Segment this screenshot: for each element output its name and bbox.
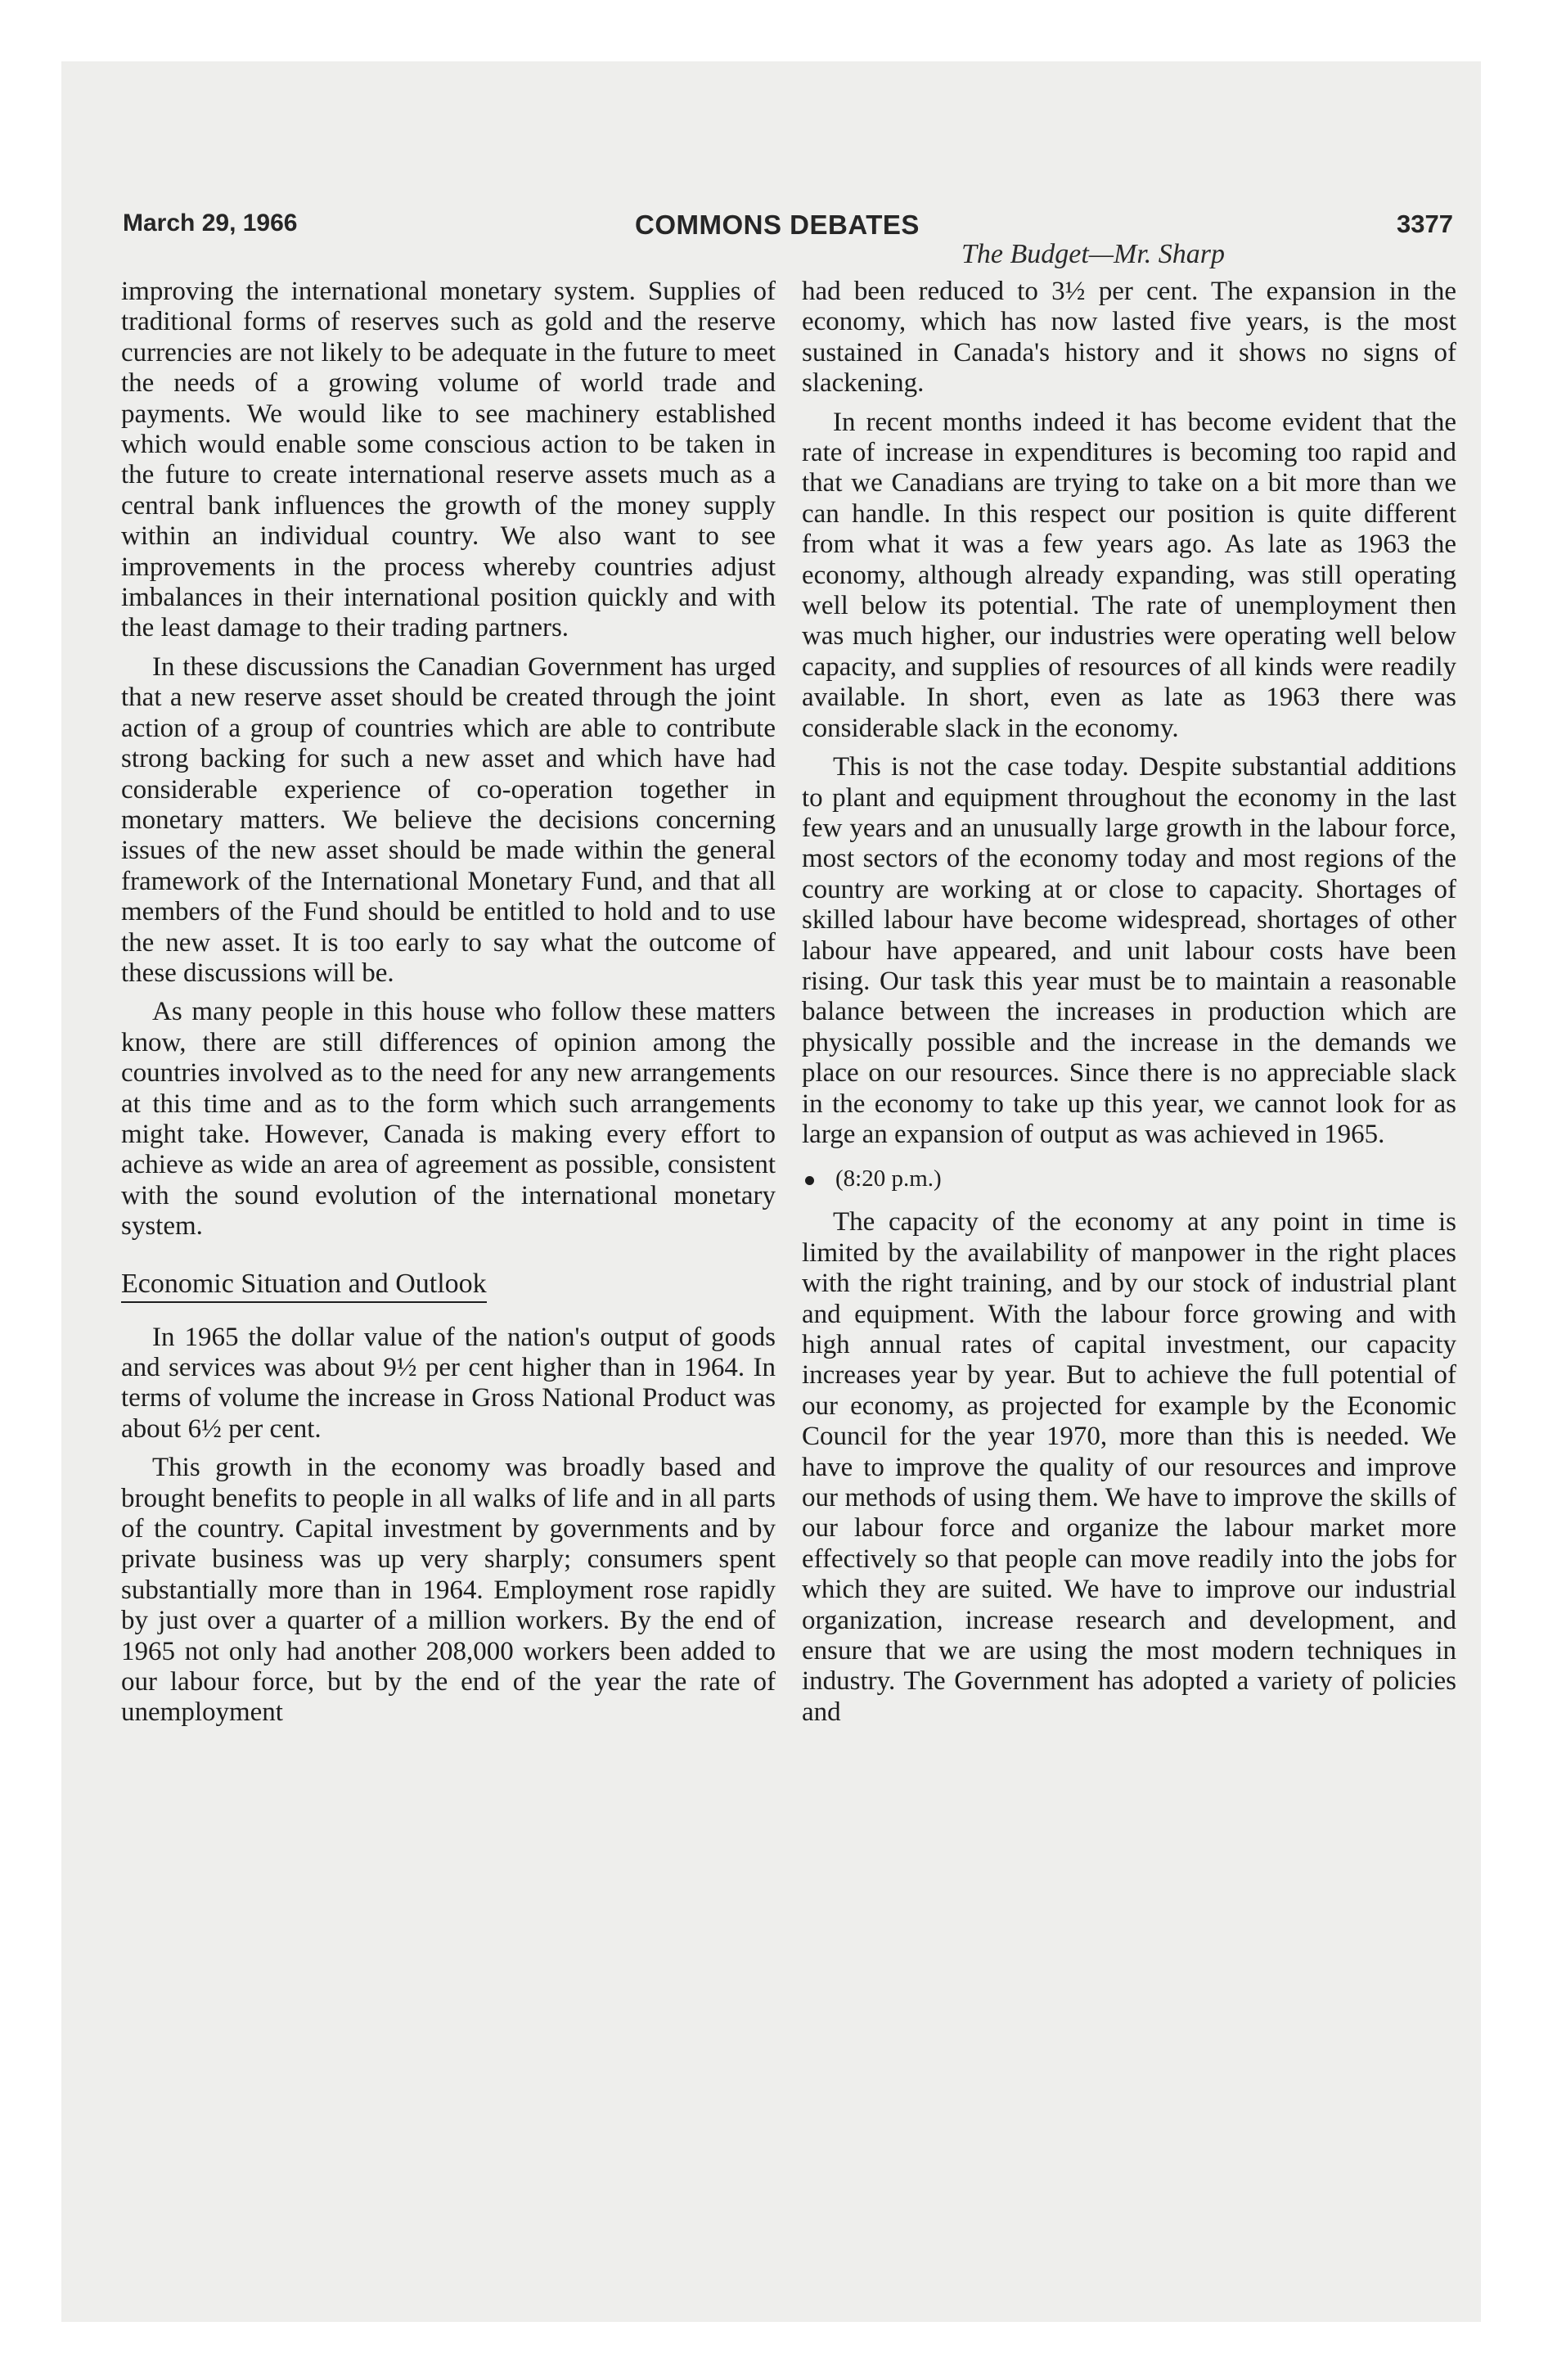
right-paragraph-4: The capacity of the economy at any point in time is limited by the availability of manpower in the right places with the right training, and by our stock of industrial plant and equipment. With the labour force growing and with high annual rates of capital investment, our capacity increases year by year. But to achieve the full potential of our economy, as projected for example by the Economic Council for the year 1970, more than this is needed. We have to improve the quality of our resources and improve our methods of using them. We have to improve the skills of our labour force and organize the labour market more effectively so that people can move readily into the jobs for which they are suited. We have to improve our industrial organization, increase research and development, and ensure that we are using the most modern techniques in industry. The Government has adopted a variety of policies and	[802, 1207, 1456, 1727]
right-column	[802, 277, 1456, 1736]
left-paragraph-5: This growth in the economy was broadly based and brought benefits to people in all walks of life and in all parts of the country. Capital investment by governments and by private business was up very sharply; consumers spent substantially more than in 1964. Employment rose rapidly by just over a quarter of a million workers. By the end of 1965 not only had another 208,000 workers been added to our labour force, but by the end of the year the rate of unemployment	[121, 1453, 776, 1728]
right-paragraph-2: In recent months indeed it has become evident that the rate of increase in expenditures is becoming too rapid and that we Canadians are trying to take on a bit more than we can handle. In this respect our position is quite different from what it was a few years ago. As late as 1963 the economy, although already expanding, was still operating well below its potential. The rate of unemployment then was much higher, our industries were operating well below capacity, and supplies of resources of all kinds were readily available. In short, even as late as 1963 there was considerable slack in the economy.	[802, 407, 1456, 743]
left-paragraph-4: In 1965 the dollar value of the nation's output of goods and services was about 9½ per cent higher than in 1964. In terms of volume the increase in Gross National Product was about 6½ per cent.	[121, 1322, 776, 1444]
left-paragraph-1: improving the international monetary system. Supplies of traditional forms of reserves such as gold and the reserve currencies are not likely to be adequate in the future to meet the needs of a growing volume of world trade and payments. We would like to see machinery established which would enable some conscious action to be taken in the future to create international reserve assets much as a central bank influences the growth of the money supply within an individual country. We also want to see improvements in the process whereby countries adjust imbalances in their international position quickly and with the least damage to their trading partners.	[121, 277, 776, 643]
time-stamp-text: (8:20 p.m.)	[835, 1165, 942, 1192]
right-paragraph-1: had been reduced to 3½ per cent. The expansion in the economy, which has now lasted five years, is the most sustained in Canada's history and it shows no signs of slackening.	[802, 277, 1456, 399]
running-head: The Budget—Mr. Sharp	[961, 239, 1226, 269]
section-heading: Economic Situation and Outlook	[121, 1269, 487, 1303]
left-paragraph-3: As many people in this house who follow these matters know, there are still differences of opinion among the countries involved as to the need for any new arrangements at this time and as to the form which such arrangements might take. However, Canada is making every effort to achieve as wide an area of agreement as possible, consistent with the sound evolution of the international monetary system.	[121, 997, 776, 1242]
header-publication: COMMONS DEBATES	[635, 210, 920, 240]
bullet-icon	[805, 1176, 814, 1185]
left-column	[121, 277, 776, 1737]
right-paragraph-3: This is not the case today. Despite substantial additions to plant and equipment throughout the economy in the last few years and an unusually large growth in the labour force, most sectors of the economy today and most regions of the country are working at or close to capacity. Shortages of skilled labour have become widespread, shortages of other labour have appeared, and unit labour costs have been rising. Our task this year must be to maintain a reasonable balance between the increases in production which are physically possible and the increase in the demands we place on our resources. Since there is no appreciable slack in the economy to take up this year, we cannot look for as large an expansion of output as was achieved in 1965.	[802, 752, 1456, 1149]
time-stamp	[805, 1165, 1456, 1192]
header-date: March 29, 1966	[123, 210, 298, 237]
left-paragraph-2: In these discussions the Canadian Government has urged that a new reserve asset should be created through the joint action of a group of countries which are able to contribute strong backing for such a new asset and which have had considerable experience of co-operation together in monetary matters. We believe the decisions concerning issues of the new asset should be made within the general framework of the International Monetary Fund, and that all members of the Fund should be entitled to hold and to use the new asset. It is too early to say what the outcome of these discussions will be.	[121, 651, 776, 988]
page-header	[123, 210, 1453, 242]
header-page-number: 3377	[1397, 210, 1453, 238]
